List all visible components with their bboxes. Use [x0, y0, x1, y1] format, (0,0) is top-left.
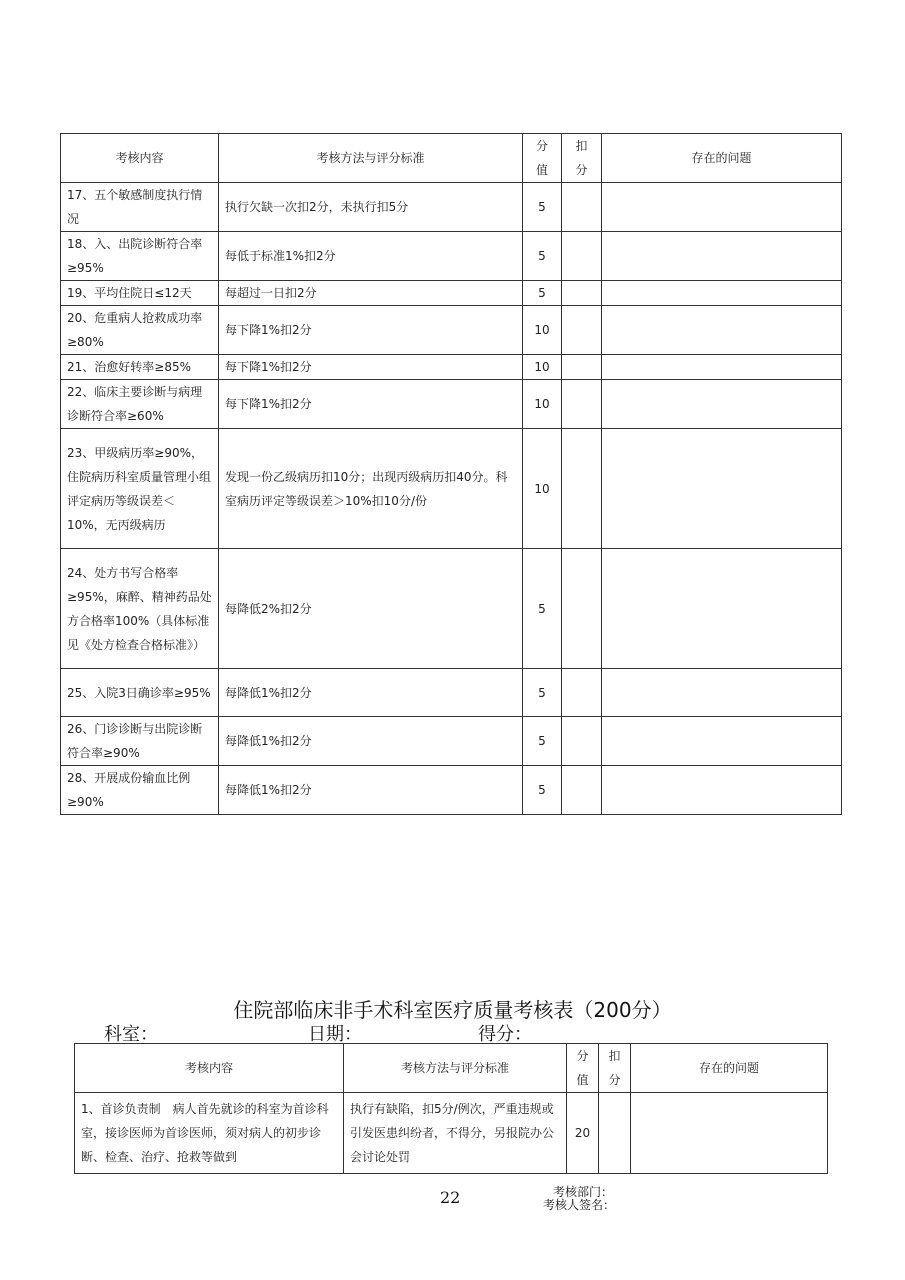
row-score: 10: [523, 355, 562, 380]
row-deduct-cell[interactable]: [562, 232, 602, 281]
date-label: 日期：: [308, 1024, 362, 1045]
row-deduct-cell[interactable]: [562, 669, 602, 717]
footer-signer-label: 考核人签名：: [543, 1198, 616, 1212]
row-deduct-cell[interactable]: [599, 1093, 631, 1174]
row-method: 每降低1%扣2分: [219, 766, 523, 815]
row-issues-cell[interactable]: [602, 183, 842, 232]
header-issues: 存在的问题: [602, 134, 842, 183]
row-content: 18、入、出院诊断符合率≥95%: [61, 232, 219, 281]
row-score: 5: [523, 232, 562, 281]
row-content: 26、门诊诊断与出院诊断符合率≥90%: [61, 717, 219, 766]
row-method: 每降低2%扣2分: [219, 549, 523, 669]
row-content: 17、五个敏感制度执行情况: [61, 183, 219, 232]
row-deduct-cell[interactable]: [562, 429, 602, 549]
row-method: 每低于标准1%扣2分: [219, 232, 523, 281]
row-issues-cell[interactable]: [602, 281, 842, 306]
row-score: 5: [523, 281, 562, 306]
row-content: 25、入院3日确诊率≥95%: [61, 669, 219, 717]
table-row: [61, 549, 842, 669]
row-deduct-cell[interactable]: [562, 717, 602, 766]
row-issues-cell[interactable]: [602, 232, 842, 281]
row-deduct-cell[interactable]: [562, 549, 602, 669]
table-header-row: [75, 1044, 828, 1093]
dept-label: 科室：: [104, 1024, 158, 1045]
row-content: 1、首诊负责制 病人首先就诊的科室为首诊科室，接诊医师为首诊医师，须对病人的初步诊断、检查、治疗、抢救等做到: [75, 1093, 344, 1174]
table-row: [61, 669, 842, 717]
row-deduct-cell[interactable]: [562, 380, 602, 429]
row-deduct-cell[interactable]: [562, 355, 602, 380]
footer-signature-block: [543, 1186, 615, 1212]
header-score: 分 值: [567, 1044, 599, 1093]
row-method: 发现一份乙级病历扣10分；出现丙级病历扣40分。科室病历评定等级误差＞10%扣10分/份: [219, 429, 523, 549]
row-deduct-cell[interactable]: [562, 281, 602, 306]
header-content: 考核内容: [75, 1044, 344, 1093]
row-content: 24、处方书写合格率≥95%，麻醉、精神药品处方合格率100%（具体标准见《处方检查合格标准》）: [61, 549, 219, 669]
row-score: 5: [523, 183, 562, 232]
table-row: [75, 1093, 828, 1174]
row-issues-cell[interactable]: [602, 380, 842, 429]
row-issues-cell[interactable]: [602, 429, 842, 549]
form-title: 住院部临床非手术科室医疗质量考核表（200分）: [233, 998, 672, 1022]
row-deduct-cell[interactable]: [562, 306, 602, 355]
row-method: 执行欠缺一次扣2分，未执行扣5分: [219, 183, 523, 232]
footer-dept-label: 考核部门：: [553, 1185, 614, 1199]
header-content: 考核内容: [61, 134, 219, 183]
row-issues-cell[interactable]: [602, 766, 842, 815]
row-score: 10: [523, 429, 562, 549]
row-content: 28、开展成份输血比例≥90%: [61, 766, 219, 815]
row-method: 执行有缺陷，扣5分/例次，严重违规或引发医患纠纷者，不得分，另报院办公会讨论处罚: [344, 1093, 567, 1174]
header-deduct: 扣 分: [562, 134, 602, 183]
row-score: 5: [523, 717, 562, 766]
table-row: [61, 429, 842, 549]
row-method: 每降低1%扣2分: [219, 717, 523, 766]
row-content: 19、平均住院日≤12天: [61, 281, 219, 306]
row-content: 22、临床主要诊断与病理诊断符合率≥60%: [61, 380, 219, 429]
row-score: 5: [523, 766, 562, 815]
row-issues-cell[interactable]: [602, 549, 842, 669]
form-meta-row: [104, 1020, 824, 1044]
header-method: 考核方法与评分标准: [219, 134, 523, 183]
table-row: [61, 766, 842, 815]
row-issues-cell[interactable]: [602, 306, 842, 355]
row-issues-cell[interactable]: [602, 355, 842, 380]
row-score: 5: [523, 669, 562, 717]
row-content: 20、危重病人抢救成功率≥80%: [61, 306, 219, 355]
row-score: 20: [567, 1093, 599, 1174]
table-row: [61, 355, 842, 380]
table-row: [61, 232, 842, 281]
row-method: 每下降1%扣2分: [219, 355, 523, 380]
quality-table-1: [60, 133, 842, 815]
table-row: [61, 183, 842, 232]
row-score: 10: [523, 306, 562, 355]
header-issues: 存在的问题: [631, 1044, 828, 1093]
row-deduct-cell[interactable]: [562, 766, 602, 815]
quality-table-2: [74, 1043, 828, 1174]
header-method: 考核方法与评分标准: [344, 1044, 567, 1093]
row-method: 每下降1%扣2分: [219, 380, 523, 429]
row-content: 21、治愈好转率≥85%: [61, 355, 219, 380]
table-row: [61, 380, 842, 429]
page-number: 22: [440, 1188, 461, 1207]
row-score: 10: [523, 380, 562, 429]
row-score: 5: [523, 549, 562, 669]
row-deduct-cell[interactable]: [562, 183, 602, 232]
header-deduct: 扣 分: [599, 1044, 631, 1093]
table-row: [61, 306, 842, 355]
table-header-row: [61, 134, 842, 183]
row-issues-cell[interactable]: [602, 669, 842, 717]
table-row: [61, 717, 842, 766]
row-method: 每降低1%扣2分: [219, 669, 523, 717]
header-score: 分 值: [523, 134, 562, 183]
score-label: 得分：: [478, 1024, 532, 1045]
row-method: 每下降1%扣2分: [219, 306, 523, 355]
row-method: 每超过一日扣2分: [219, 281, 523, 306]
row-content: 23、甲级病历率≥90%，住院病历科室质量管理小组评定病历等级误差＜10%，无丙级病历: [61, 429, 219, 549]
table-row: [61, 281, 842, 306]
row-issues-cell[interactable]: [631, 1093, 828, 1174]
row-issues-cell[interactable]: [602, 717, 842, 766]
